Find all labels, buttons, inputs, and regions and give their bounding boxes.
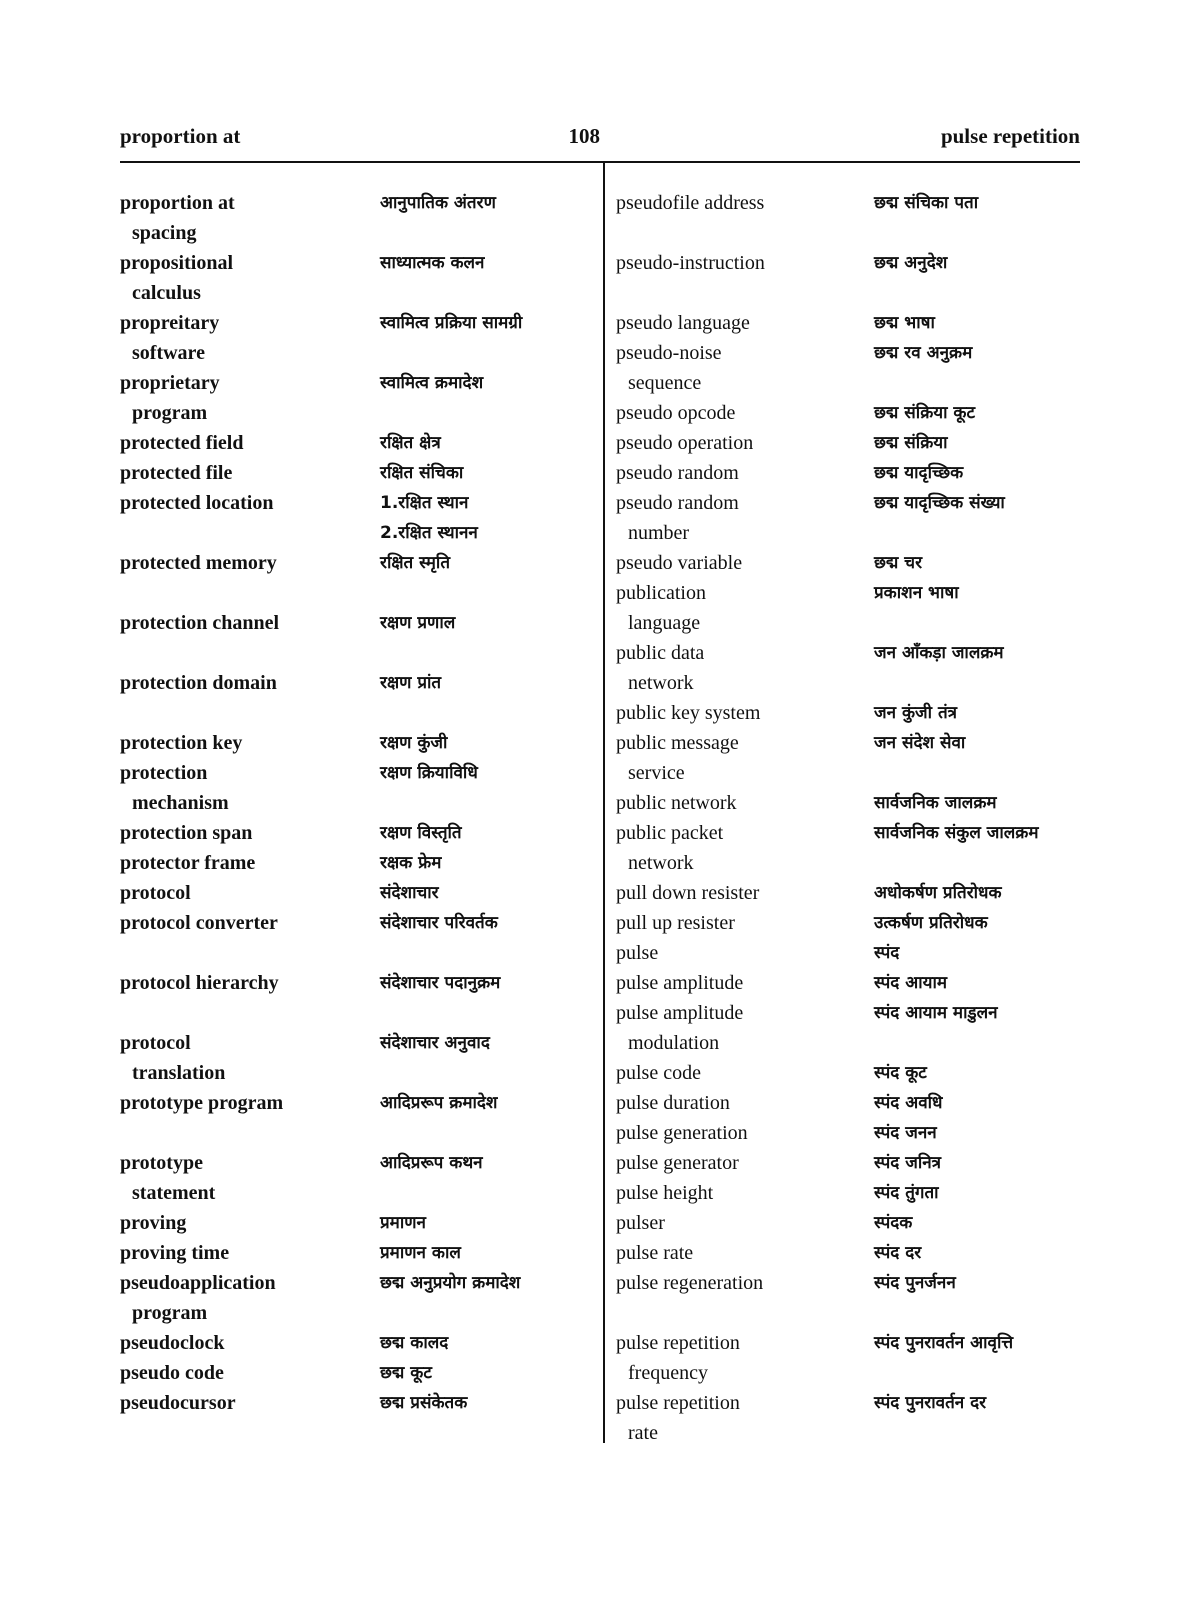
entry-translation: छद्म चर (874, 553, 923, 573)
entry-translation: छद्म संक्रिया कूट (874, 403, 976, 423)
entry-translation: छद्म यादृच्छिक (874, 463, 964, 483)
entry-term: propositional (120, 252, 233, 274)
entry-term: pulser (616, 1212, 665, 1234)
entry-term: pulse rate (616, 1242, 694, 1264)
entry-translation: प्रकाशन भाषा (874, 583, 959, 603)
dictionary-entry (120, 1238, 590, 1268)
dictionary-entry (616, 1388, 1086, 1448)
entry-term: pseudo operation (616, 432, 754, 454)
entry-term: proportion at (120, 192, 235, 214)
entry-term-continuation: number (628, 522, 690, 544)
entry-translation: छद्म संक्रिया (874, 433, 948, 453)
dictionary-entry (616, 188, 1086, 218)
dictionary-entry (120, 548, 590, 578)
entry-term: pseudoapplication (120, 1272, 276, 1294)
dictionary-entry (616, 428, 1086, 458)
entry-spacer (120, 698, 590, 728)
entry-term: pseudocursor (120, 1392, 236, 1414)
entry-term: proprietary (120, 372, 220, 394)
entry-translation: स्पंदक (874, 1213, 913, 1233)
entry-translation: छद्म अनुप्रयोग क्रमादेश (380, 1273, 521, 1293)
dictionary-entry (616, 488, 1086, 548)
entry-term: publication (616, 582, 706, 604)
dictionary-entry (120, 818, 590, 848)
entry-term-continuation: frequency (628, 1362, 708, 1384)
entry-translation: आनुपातिक अंतरण (380, 193, 496, 213)
dictionary-entry (120, 1388, 590, 1418)
entry-translation: छद्म कालद (380, 1333, 449, 1353)
dictionary-entry (120, 668, 590, 698)
entry-translation: संदेशाचार परिवर्तक (380, 913, 498, 933)
entry-term-continuation: program (132, 1302, 208, 1324)
entry-term-continuation: network (628, 852, 694, 874)
entry-term: pulse generator (616, 1152, 739, 1174)
entry-translation: रक्षण कुंजी (380, 733, 448, 753)
entry-translation: छद्म संचिका पता (874, 193, 979, 213)
entry-term: proving (120, 1212, 187, 1234)
entry-term-continuation: translation (132, 1062, 226, 1084)
dictionary-entry (616, 818, 1086, 878)
entry-translation: स्पंद (874, 943, 900, 963)
entry-term: pulse code (616, 1062, 701, 1084)
dictionary-entry (616, 1238, 1086, 1268)
entry-translation: संदेशाचार पदानुक्रम (380, 973, 501, 993)
entry-term: public message (616, 732, 739, 754)
dictionary-entry (120, 968, 590, 998)
dictionary-entry (616, 1328, 1086, 1388)
entry-term-continuation: program (132, 402, 208, 424)
entry-term: protocol (120, 882, 191, 904)
entry-spacer (616, 278, 1086, 308)
entry-term-continuation: rate (628, 1422, 658, 1444)
entry-translation: जन आँकड़ा जालक्रम (874, 643, 1004, 663)
entry-spacer (120, 578, 590, 608)
entry-term: pulse (616, 942, 659, 964)
entry-translation: रक्षित संचिका (380, 463, 464, 483)
dictionary-entry (120, 488, 590, 548)
dictionary-entry (616, 878, 1086, 908)
entry-translation: आदिप्ररूप क्रमादेश (380, 1093, 498, 1113)
entry-translation: स्पंद पुनरावर्तन दर (874, 1393, 987, 1413)
entry-term: protection domain (120, 672, 277, 694)
entry-translation: रक्षण प्रांत (380, 673, 442, 693)
entry-translation: छद्म रव अनुक्रम (874, 343, 973, 363)
entry-term: pulse repetition (616, 1332, 740, 1354)
dictionary-entry (616, 548, 1086, 578)
entry-term: pseudo code (120, 1362, 224, 1384)
entry-term: public key system (616, 702, 761, 724)
entry-term-continuation: service (628, 762, 685, 784)
entry-translation: स्वामित्व प्रक्रिया सामग्री (380, 313, 523, 333)
dictionary-entry (120, 1358, 590, 1388)
entry-translation: सार्वजनिक जालक्रम (874, 793, 997, 813)
entry-spacer (120, 998, 590, 1028)
dictionary-entry (120, 1148, 590, 1208)
entry-translation: स्पंद आयाम माडुलन (874, 1003, 998, 1023)
entry-term: public data (616, 642, 705, 664)
header-first-entry: proportion at (120, 124, 241, 148)
entry-translation: अधोकर्षण प्रतिरोधक (874, 883, 1002, 903)
entry-translation: स्वामित्व क्रमादेश (380, 373, 484, 393)
dictionary-entry (120, 908, 590, 938)
dictionary-entry (120, 878, 590, 908)
entry-term: protection span (120, 822, 253, 844)
entry-translation: संदेशाचार अनुवाद (380, 1033, 490, 1053)
entry-translation: स्पंद कूट (874, 1063, 927, 1083)
dictionary-entry (616, 308, 1086, 338)
entry-term-continuation: mechanism (132, 792, 229, 814)
entry-spacer (120, 1118, 590, 1148)
dictionary-entry (616, 1268, 1086, 1298)
entry-term: protected field (120, 432, 244, 454)
entry-term: pseudofile address (616, 192, 765, 214)
dictionary-entry (120, 608, 590, 638)
entry-term: proving time (120, 1242, 230, 1264)
entry-term-continuation: software (132, 342, 205, 364)
entry-translation: संदेशाचार (380, 883, 439, 903)
entry-term: pseudo random (616, 492, 739, 514)
entry-translation: रक्षक फ्रेम (380, 853, 442, 873)
dictionary-entry (616, 1118, 1086, 1148)
entry-translation: छद्म कूट (380, 1363, 432, 1383)
entry-translation: स्पंद आयाम (874, 973, 948, 993)
entry-term: pull up resister (616, 912, 735, 934)
entry-term-continuation: network (628, 672, 694, 694)
dictionary-entry (616, 968, 1086, 998)
entry-term-continuation: language (628, 612, 701, 634)
dictionary-entry (616, 728, 1086, 788)
entry-translation: रक्षित क्षेत्र (380, 433, 441, 453)
header-rule (120, 161, 1080, 163)
page-header (120, 124, 1080, 154)
entry-term: protected location (120, 492, 274, 514)
entry-term: protected file (120, 462, 233, 484)
entry-translation: साध्यात्मक कलन (380, 253, 485, 273)
column-divider (603, 163, 605, 1443)
entry-translation: रक्षण विस्तृति (380, 823, 462, 843)
entry-term: pseudo-instruction (616, 252, 765, 274)
entry-term: protocol (120, 1032, 191, 1054)
entry-translation: छद्म प्रसंकेतक (380, 1393, 468, 1413)
dictionary-entry (120, 428, 590, 458)
entry-translation: रक्षित स्मृति (380, 553, 451, 573)
dictionary-entry (120, 248, 590, 308)
entry-term: pull down resister (616, 882, 760, 904)
entry-translation: प्रमाणन (380, 1213, 426, 1233)
page-number: 108 (568, 124, 600, 148)
entry-translation-alt: 2.रक्षित स्थानन (380, 523, 478, 543)
entry-term-continuation: calculus (132, 282, 201, 304)
entry-term: pseudoclock (120, 1332, 225, 1354)
dictionary-entry (616, 398, 1086, 428)
dictionary-entry (616, 1208, 1086, 1238)
dictionary-entry (120, 458, 590, 488)
dictionary-entry (120, 188, 590, 248)
dictionary-entry (616, 638, 1086, 698)
entry-translation: छद्म अनुदेश (874, 253, 948, 273)
entry-translation: आदिप्ररूप कथन (380, 1153, 483, 1173)
entry-term: protection (120, 762, 208, 784)
dictionary-entry (616, 1058, 1086, 1088)
dictionary-entry (616, 1088, 1086, 1118)
entry-translation: जन कुंजी तंत्र (874, 703, 958, 723)
entry-term: pseudo variable (616, 552, 743, 574)
entry-term: pseudo language (616, 312, 750, 334)
entry-term: prototype program (120, 1092, 284, 1114)
entry-term: pulse generation (616, 1122, 748, 1144)
entry-translation: स्पंद पुनरावर्तन आवृत्ति (874, 1333, 1014, 1353)
entry-term: protocol converter (120, 912, 278, 934)
header-last-entry: pulse repetition (940, 124, 1080, 148)
entry-term: pseudo random (616, 462, 739, 484)
entry-translation: जन संदेश सेवा (874, 733, 966, 753)
dictionary-entry (616, 338, 1086, 398)
dictionary-entry (120, 1268, 590, 1328)
entry-spacer (120, 938, 590, 968)
entry-term-continuation: spacing (132, 222, 197, 244)
entry-translation: रक्षण क्रियाविधि (380, 763, 478, 783)
dictionary-entry (120, 1328, 590, 1358)
entry-term-continuation: modulation (628, 1032, 720, 1054)
dictionary-entry (120, 1028, 590, 1088)
entry-translation: छद्म भाषा (874, 313, 935, 333)
entry-term: public packet (616, 822, 724, 844)
dictionary-entry (120, 1088, 590, 1118)
entry-term: protection channel (120, 612, 280, 634)
entry-translation: प्रमाणन काल (380, 1243, 461, 1263)
entry-translation: स्पंद पुनर्जनन (874, 1273, 956, 1293)
dictionary-entry (616, 1148, 1086, 1178)
dictionary-entry (120, 368, 590, 428)
entry-term: protector frame (120, 852, 256, 874)
dictionary-entry (616, 998, 1086, 1058)
entry-term: protected memory (120, 552, 277, 574)
dictionary-entry (616, 578, 1086, 638)
entry-term-continuation: sequence (628, 372, 702, 394)
dictionary-entry (616, 248, 1086, 278)
entry-translation: स्पंद दर (874, 1243, 922, 1263)
entry-term: pulse amplitude (616, 1002, 744, 1024)
dictionary-entry (616, 908, 1086, 938)
entry-spacer (120, 638, 590, 668)
entry-translation: 1.रक्षित स्थान (380, 493, 469, 513)
entry-spacer (616, 218, 1086, 248)
entry-translation: सार्वजनिक संकुल जालक्रम (874, 823, 1039, 843)
entry-term: pseudo-noise (616, 342, 722, 364)
entry-translation: रक्षण प्रणाल (380, 613, 456, 633)
entry-term: prototype (120, 1152, 203, 1174)
dictionary-entry (616, 1178, 1086, 1208)
entry-term: pulse height (616, 1182, 714, 1204)
entry-translation: स्पंद तुंगता (874, 1183, 939, 1203)
entry-term: pulse repetition (616, 1392, 740, 1414)
entry-translation: स्पंद जनित्र (874, 1153, 942, 1173)
entry-term: pulse duration (616, 1092, 730, 1114)
entry-term: pseudo opcode (616, 402, 736, 424)
entry-term: propreitary (120, 312, 220, 334)
dictionary-entry (616, 788, 1086, 818)
entry-term: public network (616, 792, 737, 814)
dictionary-entry (616, 698, 1086, 728)
entry-translation: स्पंद अवधि (874, 1093, 943, 1113)
entry-term-continuation: statement (132, 1182, 216, 1204)
dictionary-entry (616, 458, 1086, 488)
entry-term: protection key (120, 732, 243, 754)
entry-term: pulse regeneration (616, 1272, 764, 1294)
right-column (616, 188, 1086, 1448)
dictionary-entry (120, 758, 590, 818)
entry-spacer (616, 1298, 1086, 1328)
dictionary-entry (120, 1208, 590, 1238)
entry-translation: उत्कर्षण प्रतिरोधक (874, 913, 988, 933)
dictionary-entry (616, 938, 1086, 968)
left-column (120, 188, 590, 1418)
entry-translation: छद्म यादृच्छिक संख्या (874, 493, 1005, 513)
entry-translation: स्पंद जनन (874, 1123, 937, 1143)
entry-term: protocol hierarchy (120, 972, 279, 994)
dictionary-entry (120, 848, 590, 878)
dictionary-entry (120, 308, 590, 368)
entry-term: pulse amplitude (616, 972, 744, 994)
dictionary-entry (120, 728, 590, 758)
